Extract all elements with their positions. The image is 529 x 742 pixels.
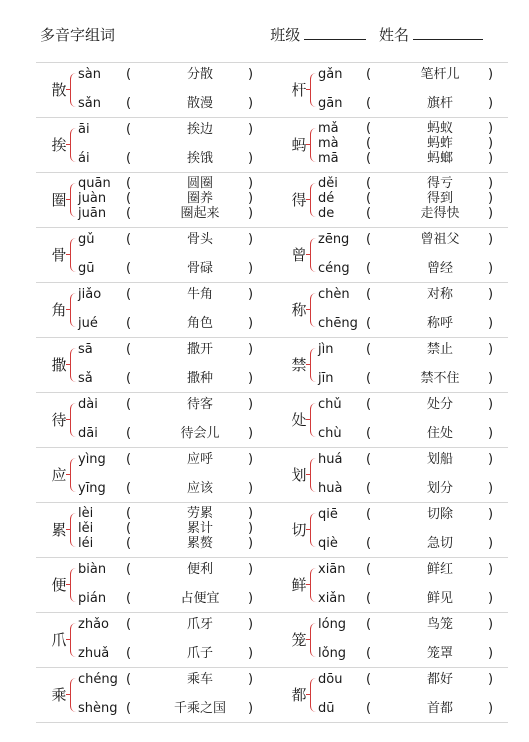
brace-icon (70, 678, 77, 712)
class-label: 班级 (270, 26, 301, 44)
pinyin: chǔ (318, 397, 342, 412)
example-word: 得到 (426, 191, 453, 206)
open-paren: ( (366, 452, 372, 467)
pinyin: dé (318, 191, 335, 206)
close-paren: ) (488, 342, 494, 357)
close-paren: ) (488, 646, 494, 661)
close-paren: ) (248, 206, 254, 221)
close-paren: ) (488, 316, 494, 331)
close-paren: ) (248, 122, 254, 137)
close-paren: ) (488, 426, 494, 441)
close-paren: ) (248, 617, 254, 632)
brace-icon (70, 128, 77, 162)
example-word: 爪牙 (186, 617, 213, 632)
open-paren: ( (126, 316, 132, 331)
open-paren: ( (126, 261, 132, 276)
example-word: 撒开 (186, 342, 213, 357)
example-word: 骨头 (186, 232, 213, 247)
example-word: 待会儿 (180, 426, 220, 441)
brace-icon (310, 293, 317, 327)
example-word: 切除 (426, 507, 453, 522)
polyphone-character: 便 (51, 576, 67, 594)
close-paren: ) (248, 287, 254, 302)
example-word: 乘车 (186, 672, 213, 687)
open-paren: ( (126, 506, 132, 521)
polyphone-character: 乘 (51, 686, 67, 704)
example-word: 圆圈 (186, 176, 213, 191)
pinyin: mà (318, 136, 339, 151)
example-word: 牛角 (186, 287, 213, 302)
example-word: 鲜红 (426, 562, 453, 577)
pinyin: gān (318, 96, 343, 111)
example-word: 蚂蚁 (426, 121, 453, 136)
close-paren: ) (488, 672, 494, 687)
close-paren: ) (248, 672, 254, 687)
polyphone-entry (276, 393, 512, 447)
example-word: 曾经 (426, 261, 453, 276)
open-paren: ( (366, 176, 372, 191)
polyphone-character: 圈 (51, 191, 67, 209)
open-paren: ( (126, 151, 132, 166)
example-word: 应该 (186, 481, 213, 496)
pinyin: āi (78, 122, 90, 137)
open-paren: ( (366, 371, 372, 386)
close-paren: ) (248, 591, 254, 606)
entry-row (36, 62, 508, 118)
example-word: 旗杆 (426, 96, 453, 111)
polyphone-character: 称 (291, 301, 307, 319)
polyphone-entry (36, 613, 272, 667)
pinyin: xiān (318, 562, 346, 577)
example-word: 圈起来 (180, 206, 220, 221)
open-paren: ( (366, 151, 372, 166)
pinyin: děi (318, 176, 338, 191)
brace-icon (310, 678, 317, 712)
pinyin: huà (318, 481, 343, 496)
open-paren: ( (126, 701, 132, 716)
entry-row (36, 228, 508, 283)
open-paren: ( (126, 371, 132, 386)
example-word: 走得快 (420, 206, 460, 221)
example-word: 千乘之国 (173, 701, 226, 716)
polyphone-entry (36, 448, 272, 502)
close-paren: ) (488, 136, 494, 151)
close-paren: ) (488, 591, 494, 606)
close-paren: ) (488, 96, 494, 111)
brace-icon (70, 348, 77, 382)
brace-icon (310, 183, 317, 217)
polyphone-entry (36, 283, 272, 337)
polyphone-entry (276, 118, 512, 172)
open-paren: ( (126, 122, 132, 137)
example-word: 住处 (426, 426, 453, 441)
polyphone-character: 曾 (291, 246, 307, 264)
polyphone-entry (36, 118, 272, 172)
example-word: 得亏 (426, 176, 453, 191)
polyphone-entry (276, 283, 512, 337)
entry-row (36, 393, 508, 448)
pinyin: zhuǎ (78, 646, 110, 661)
pinyin: zēng (318, 232, 350, 247)
polyphone-character: 应 (51, 466, 67, 484)
open-paren: ( (126, 176, 132, 191)
close-paren: ) (488, 701, 494, 716)
example-word: 禁不住 (420, 371, 460, 386)
polyphone-entry (36, 503, 272, 557)
close-paren: ) (488, 507, 494, 522)
pinyin: qiè (318, 536, 338, 551)
polyphone-character: 得 (291, 191, 307, 209)
example-word: 笼罩 (426, 646, 453, 661)
polyphone-entry (36, 228, 272, 282)
example-word: 处分 (426, 397, 453, 412)
polyphone-character: 笼 (291, 631, 307, 649)
open-paren: ( (126, 591, 132, 606)
pinyin: biàn (78, 562, 107, 577)
brace-icon (310, 513, 317, 547)
pinyin: lǒng (318, 646, 347, 661)
open-paren: ( (366, 481, 372, 496)
pinyin: jìn (318, 342, 334, 357)
polyphone-entry (36, 63, 272, 117)
example-word: 撒种 (186, 371, 213, 386)
example-word: 笔杆儿 (420, 67, 460, 82)
pinyin: yìng (78, 452, 106, 467)
example-word: 划船 (426, 452, 453, 467)
example-word: 对称 (426, 287, 453, 302)
close-paren: ) (248, 646, 254, 661)
open-paren: ( (366, 191, 372, 206)
worksheet-grid (36, 62, 508, 723)
close-paren: ) (488, 397, 494, 412)
example-word: 应呼 (186, 452, 213, 467)
pinyin: lóng (318, 617, 347, 632)
open-paren: ( (366, 136, 372, 151)
brace-icon (310, 73, 317, 107)
open-paren: ( (126, 96, 132, 111)
polyphone-character: 蚂 (291, 136, 307, 154)
open-paren: ( (366, 562, 372, 577)
pinyin: zhǎo (78, 617, 109, 632)
pinyin: chéng (78, 672, 118, 687)
pinyin: juān (78, 206, 107, 221)
pinyin: mā (318, 151, 339, 166)
open-paren: ( (126, 646, 132, 661)
example-word: 都好 (426, 672, 453, 687)
open-paren: ( (126, 617, 132, 632)
close-paren: ) (248, 701, 254, 716)
open-paren: ( (366, 206, 372, 221)
open-paren: ( (126, 562, 132, 577)
polyphone-entry (276, 448, 512, 502)
close-paren: ) (248, 96, 254, 111)
close-paren: ) (488, 67, 494, 82)
close-paren: ) (488, 452, 494, 467)
polyphone-character: 待 (51, 411, 67, 429)
polyphone-character: 切 (291, 521, 307, 539)
entry-row (36, 448, 508, 503)
open-paren: ( (126, 452, 132, 467)
polyphone-entry (276, 63, 512, 117)
open-paren: ( (126, 481, 132, 496)
open-paren: ( (366, 316, 372, 331)
pinyin: dāi (78, 426, 98, 441)
brace-icon (70, 623, 77, 657)
open-paren: ( (126, 426, 132, 441)
open-paren: ( (126, 536, 132, 551)
example-word: 角色 (186, 316, 213, 331)
polyphone-character: 禁 (291, 356, 307, 374)
close-paren: ) (248, 176, 254, 191)
close-paren: ) (248, 521, 254, 536)
example-word: 挨饿 (186, 151, 213, 166)
pinyin: qiē (318, 507, 338, 522)
brace-icon (70, 568, 77, 602)
brace-icon (70, 238, 77, 272)
example-word: 划分 (426, 481, 453, 496)
open-paren: ( (366, 701, 372, 716)
name-blank[interactable] (413, 27, 483, 40)
name-label: 姓名 (378, 26, 409, 44)
entry-row (36, 668, 508, 723)
open-paren: ( (366, 121, 372, 136)
example-word: 急切 (426, 536, 453, 551)
open-paren: ( (366, 617, 372, 632)
pinyin: dài (78, 397, 98, 412)
open-paren: ( (366, 342, 372, 357)
close-paren: ) (248, 562, 254, 577)
close-paren: ) (248, 452, 254, 467)
pinyin: chèn (318, 287, 350, 302)
polyphone-entry (276, 173, 512, 227)
close-paren: ) (248, 342, 254, 357)
polyphone-character: 都 (291, 686, 307, 704)
open-paren: ( (366, 67, 372, 82)
brace-icon (310, 238, 317, 272)
pinyin: xiǎn (318, 591, 346, 606)
example-word: 首都 (426, 701, 453, 716)
brace-icon (310, 568, 317, 602)
brace-icon (70, 513, 77, 547)
brace-icon (310, 458, 317, 492)
example-word: 蚂蚱 (426, 136, 453, 151)
close-paren: ) (488, 151, 494, 166)
open-paren: ( (366, 397, 372, 412)
brace-icon (310, 403, 317, 437)
open-paren: ( (366, 591, 372, 606)
close-paren: ) (488, 371, 494, 386)
open-paren: ( (126, 397, 132, 412)
example-word: 称呼 (426, 316, 453, 331)
brace-icon (70, 458, 77, 492)
polyphone-character: 划 (291, 466, 307, 484)
student-info (270, 24, 483, 45)
close-paren: ) (488, 536, 494, 551)
example-word: 分散 (186, 67, 213, 82)
example-word: 累赘 (186, 536, 213, 551)
brace-icon (310, 348, 317, 382)
example-word: 蚂螂 (426, 151, 453, 166)
pinyin: jiǎo (78, 287, 102, 302)
brace-icon (310, 623, 317, 657)
polyphone-entry (276, 558, 512, 612)
brace-icon (70, 73, 77, 107)
polyphone-character: 骨 (51, 246, 67, 264)
pinyin: lèi (78, 506, 94, 521)
pinyin: jué (78, 316, 98, 331)
polyphone-entry (36, 338, 272, 392)
close-paren: ) (488, 121, 494, 136)
pinyin: chù (318, 426, 342, 441)
pinyin: sǎ (78, 371, 93, 386)
brace-icon (310, 128, 317, 162)
entry-row (36, 118, 508, 173)
open-paren: ( (126, 232, 132, 247)
pinyin: de (318, 206, 335, 221)
example-word: 曾祖父 (420, 232, 460, 247)
open-paren: ( (366, 507, 372, 522)
polyphone-entry (276, 503, 512, 557)
close-paren: ) (248, 506, 254, 521)
open-paren: ( (366, 96, 372, 111)
pinyin: gū (78, 261, 95, 276)
polyphone-character: 杆 (291, 81, 307, 99)
pinyin: juàn (78, 191, 107, 206)
entry-row (36, 338, 508, 393)
brace-icon (70, 403, 77, 437)
open-paren: ( (366, 287, 372, 302)
entry-row (36, 503, 508, 558)
polyphone-character: 累 (51, 521, 67, 539)
brace-icon (70, 183, 77, 217)
close-paren: ) (248, 426, 254, 441)
entry-row (36, 283, 508, 338)
example-word: 鸟笼 (426, 617, 453, 632)
pinyin: céng (318, 261, 350, 276)
open-paren: ( (126, 672, 132, 687)
pinyin: jīn (318, 371, 334, 386)
close-paren: ) (248, 316, 254, 331)
example-word: 累计 (186, 521, 213, 536)
pinyin: léi (78, 536, 94, 551)
open-paren: ( (366, 261, 372, 276)
close-paren: ) (248, 232, 254, 247)
close-paren: ) (488, 176, 494, 191)
polyphone-character: 挨 (51, 136, 67, 154)
close-paren: ) (488, 206, 494, 221)
example-word: 散漫 (186, 96, 213, 111)
polyphone-character: 撒 (51, 356, 67, 374)
worksheet-title: 多音字组词 (40, 26, 116, 44)
example-word: 骨碌 (186, 261, 213, 276)
open-paren: ( (366, 426, 372, 441)
open-paren: ( (126, 521, 132, 536)
pinyin: sàn (78, 67, 101, 82)
polyphone-character: 爪 (51, 631, 67, 649)
example-word: 占便宜 (180, 591, 220, 606)
example-word: 待客 (186, 397, 213, 412)
close-paren: ) (248, 536, 254, 551)
close-paren: ) (488, 191, 494, 206)
pinyin: gǔ (78, 232, 95, 247)
polyphone-character: 角 (51, 301, 67, 319)
polyphone-entry (36, 668, 272, 722)
example-word: 鲜见 (426, 591, 453, 606)
open-paren: ( (126, 67, 132, 82)
pinyin: dū (318, 701, 335, 716)
entry-row (36, 613, 508, 668)
example-word: 挨边 (186, 122, 213, 137)
pinyin: yīng (78, 481, 106, 496)
open-paren: ( (366, 536, 372, 551)
close-paren: ) (488, 562, 494, 577)
pinyin: chēng (318, 316, 358, 331)
polyphone-entry (36, 558, 272, 612)
polyphone-entry (276, 338, 512, 392)
example-word: 便利 (186, 562, 213, 577)
open-paren: ( (366, 232, 372, 247)
pinyin: huá (318, 452, 343, 467)
entry-row (36, 173, 508, 228)
polyphone-entry (276, 613, 512, 667)
pinyin: pián (78, 591, 107, 606)
pinyin: lěi (78, 521, 94, 536)
open-paren: ( (126, 287, 132, 302)
polyphone-entry (36, 173, 272, 227)
polyphone-character: 鲜 (291, 576, 307, 594)
pinyin: dōu (318, 672, 343, 687)
class-blank[interactable] (304, 27, 366, 40)
close-paren: ) (248, 481, 254, 496)
open-paren: ( (126, 342, 132, 357)
close-paren: ) (488, 287, 494, 302)
polyphone-entry (276, 228, 512, 282)
pinyin: quān (78, 176, 111, 191)
close-paren: ) (488, 481, 494, 496)
polyphone-character: 处 (291, 411, 307, 429)
pinyin: shèng (78, 701, 118, 716)
close-paren: ) (248, 151, 254, 166)
close-paren: ) (488, 232, 494, 247)
entry-row (36, 558, 508, 613)
example-word: 爪子 (186, 646, 213, 661)
open-paren: ( (126, 206, 132, 221)
open-paren: ( (366, 646, 372, 661)
example-word: 圈养 (186, 191, 213, 206)
open-paren: ( (126, 191, 132, 206)
close-paren: ) (488, 261, 494, 276)
pinyin: mǎ (318, 121, 339, 136)
close-paren: ) (248, 261, 254, 276)
close-paren: ) (248, 397, 254, 412)
pinyin: sǎn (78, 96, 101, 111)
polyphone-entry (36, 393, 272, 447)
pinyin: sā (78, 342, 93, 357)
polyphone-entry (276, 668, 512, 722)
close-paren: ) (248, 191, 254, 206)
close-paren: ) (248, 67, 254, 82)
close-paren: ) (488, 617, 494, 632)
pinyin: gǎn (318, 67, 343, 82)
pinyin: ái (78, 151, 90, 166)
example-word: 禁止 (426, 342, 453, 357)
brace-icon (70, 293, 77, 327)
example-word: 劳累 (186, 506, 213, 521)
close-paren: ) (248, 371, 254, 386)
polyphone-character: 散 (51, 81, 67, 99)
open-paren: ( (366, 672, 372, 687)
